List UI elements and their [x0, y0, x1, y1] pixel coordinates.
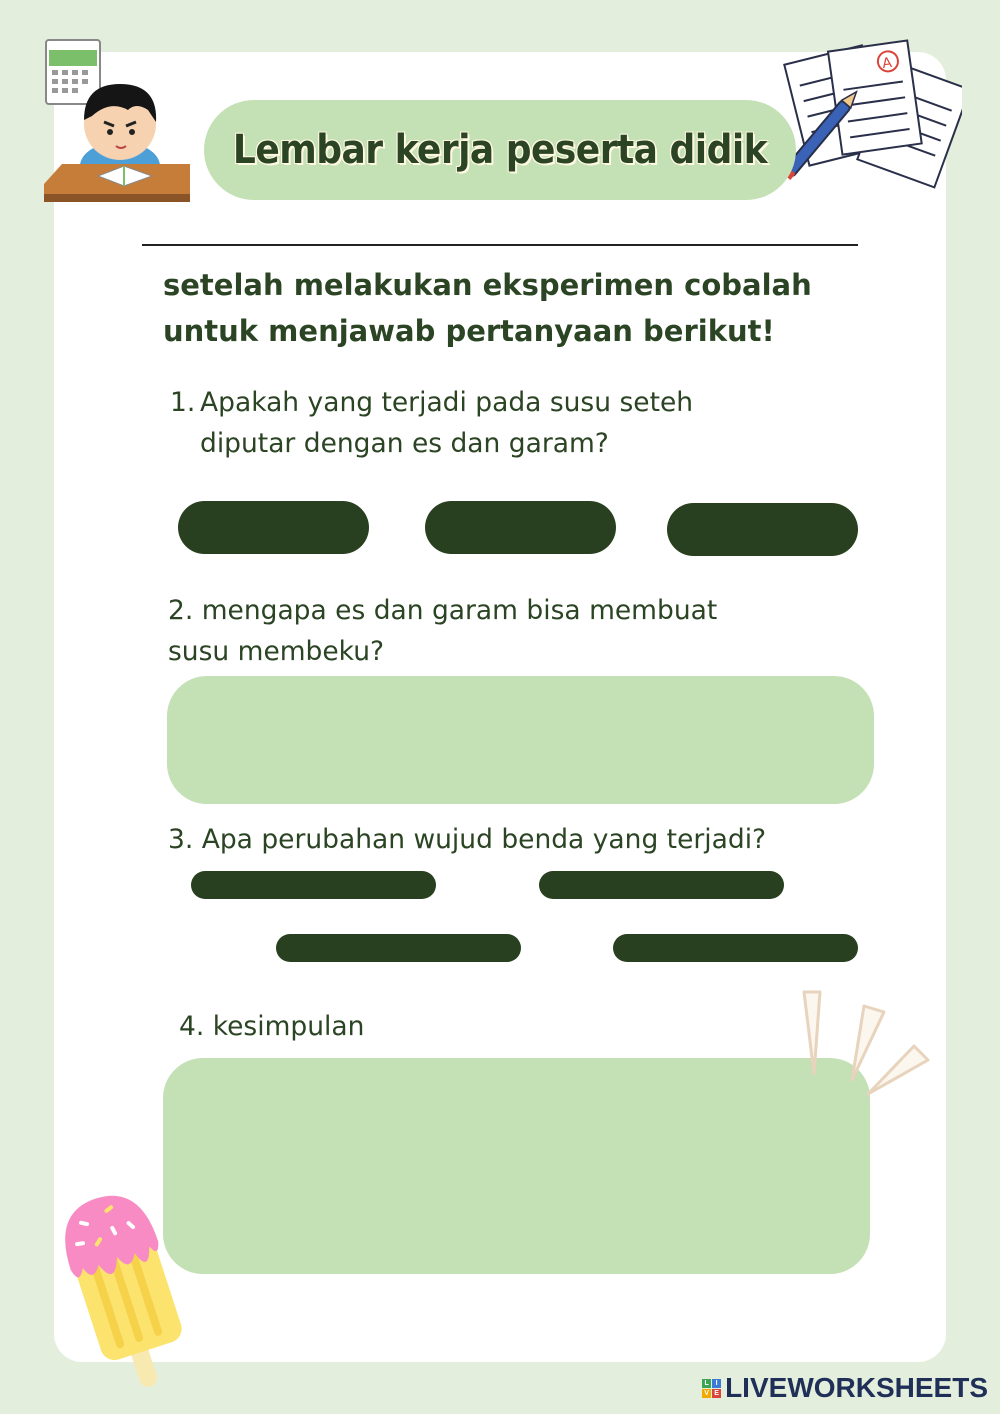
title-banner: [204, 100, 796, 200]
answer-drop-slot-6[interactable]: [276, 934, 521, 962]
answer-drop-slot-3[interactable]: [667, 503, 858, 556]
question-1-text: Apakah yang terjadi pada susu seteh diputar dengan es dan garam?: [200, 387, 694, 459]
answer-drop-slot-7[interactable]: [613, 934, 858, 962]
page-title: Lembar kerja peserta didik: [232, 127, 768, 173]
answer-drop-slot-5[interactable]: [539, 871, 784, 899]
liveworksheets-logo-icon: L I V E: [702, 1379, 721, 1398]
title-divider: [142, 244, 858, 246]
answer-drop-slot-1[interactable]: [178, 501, 369, 554]
sparkle-lines-icon: [796, 984, 936, 1104]
answer-drop-slot-4[interactable]: [191, 871, 436, 899]
ice-cream-illustration: [48, 1186, 188, 1396]
liveworksheets-watermark: [702, 1372, 988, 1404]
answer-textbox-4[interactable]: [163, 1058, 870, 1274]
question-4-text: 4. kesimpulan: [179, 1011, 365, 1042]
svg-text:A: A: [881, 54, 893, 73]
question-2-text: 2. mengapa es dan garam bisa membuat susu membeku?: [168, 595, 718, 667]
question-1: [170, 382, 790, 464]
answer-textbox-2[interactable]: [167, 676, 874, 804]
question-1-number: 1.: [170, 387, 196, 418]
boy-studying-illustration: [40, 36, 200, 206]
papers-and-pen-illustration: [782, 36, 962, 196]
question-3-text: 3. Apa perubahan wujud benda yang terjadi?: [168, 824, 767, 855]
watermark-text: LIVEWORKSHEETS: [725, 1372, 988, 1403]
instructions-text: setelah melakukan eksperimen cobalah untuk menjawab pertanyaan berikut!: [163, 268, 812, 348]
answer-drop-slot-2[interactable]: [425, 501, 616, 554]
